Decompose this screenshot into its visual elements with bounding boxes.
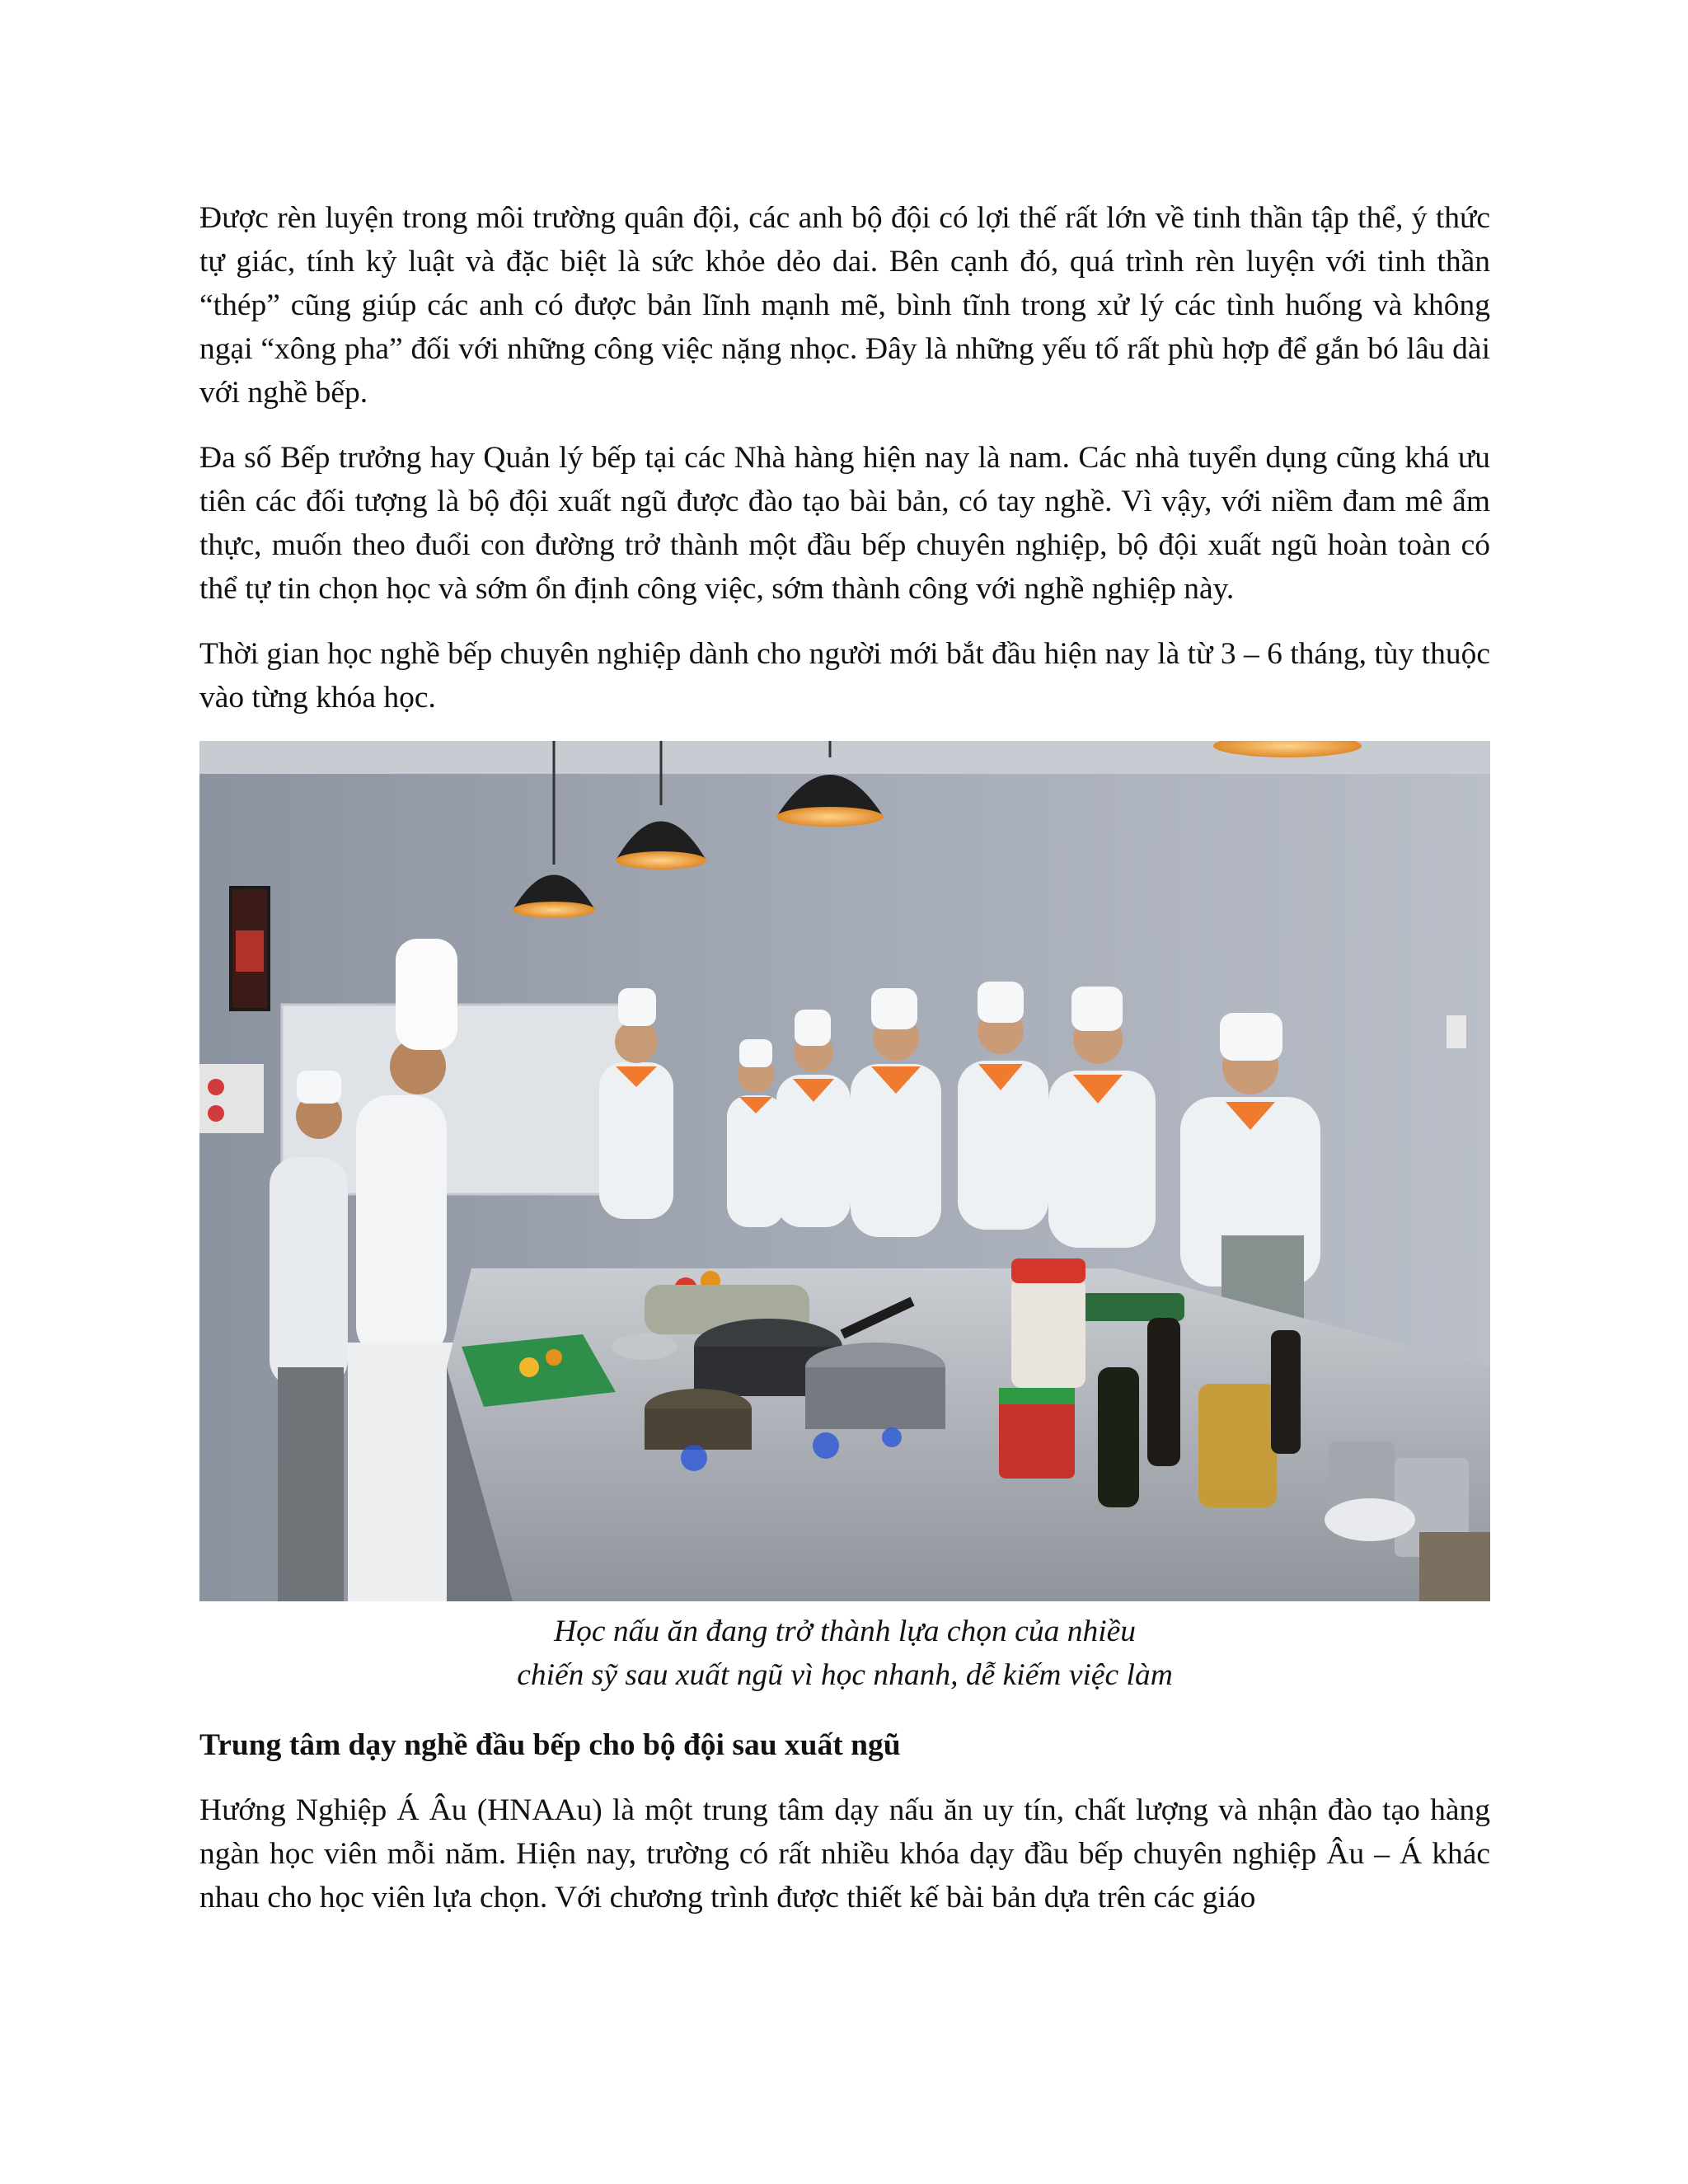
document-body (199, 196, 1490, 1941)
paragraph-military-advantages: Được rèn luyện trong môi trường quân đội, các anh bộ đội có lợi thế rất lớn về tinh thần tập thể, ý thức tự giác, tính kỷ luật và đặc biệt là sức khỏe dẻo dai. Bên cạnh đó, quá trình rèn luyện với tinh thần “thép” cũng giúp các anh có được bản lĩnh mạnh mẽ, bình tĩnh trong xử lý các tình huống và không ngại “xông pha” đối với những công việc nặng nhọc. Đây là những yếu tố rất phù hợp để gắn bó lâu dài với nghề bếp. (199, 201, 1490, 410)
section-heading: Trung tâm dạy nghề đầu bếp cho bộ đội sau xuất ngũ (199, 1728, 901, 1762)
cooking-class-photo (199, 741, 1490, 1601)
paragraph-hnaau-intro: Hướng Nghiệp Á Âu (HNAAu) là một trung tâm dạy nấu ăn uy tín, chất lượng và nhận đào tạo hàng ngàn học viên mỗi năm. Hiện nay, trường có rất nhiều khóa dạy đầu bếp chuyên nghiệp Âu – Á khác nhau cho học viên lựa chọn. Với chương trình được thiết kế bài bản dựa trên các giáo (199, 1793, 1490, 1915)
caption-line-1: Học nấu ăn đang trở thành lựa chọn của nhiều (553, 1615, 1137, 1648)
paragraph-head-chef-demand: Đa số Bếp trưởng hay Quản lý bếp tại các Nhà hàng hiện nay là nam. Các nhà tuyển dụng cũng khá ưu tiên các đối tượng là bộ đội xuất ngũ được đào tạo bài bản, có tay nghề. Vì vậy, với niềm đam mê ẩm thực, muốn theo đuổi con đường trở thành một đầu bếp chuyên nghiệp, bộ đội xuất ngũ hoàn toàn có thể tự tin chọn học và sớm ổn định công việc, sớm thành công với nghề nghiệp này. (199, 441, 1490, 606)
caption-line-2: chiến sỹ sau xuất ngũ vì học nhanh, dễ kiếm việc làm (517, 1658, 1173, 1692)
paragraph-course-duration: Thời gian học nghề bếp chuyên nghiệp dành cho người mới bắt đầu hiện nay là từ 3 – 6 tháng, tùy thuộc vào từng khóa học. (199, 637, 1490, 715)
cooking-class-figure (199, 741, 1490, 1697)
figure-caption (199, 1610, 1490, 1697)
